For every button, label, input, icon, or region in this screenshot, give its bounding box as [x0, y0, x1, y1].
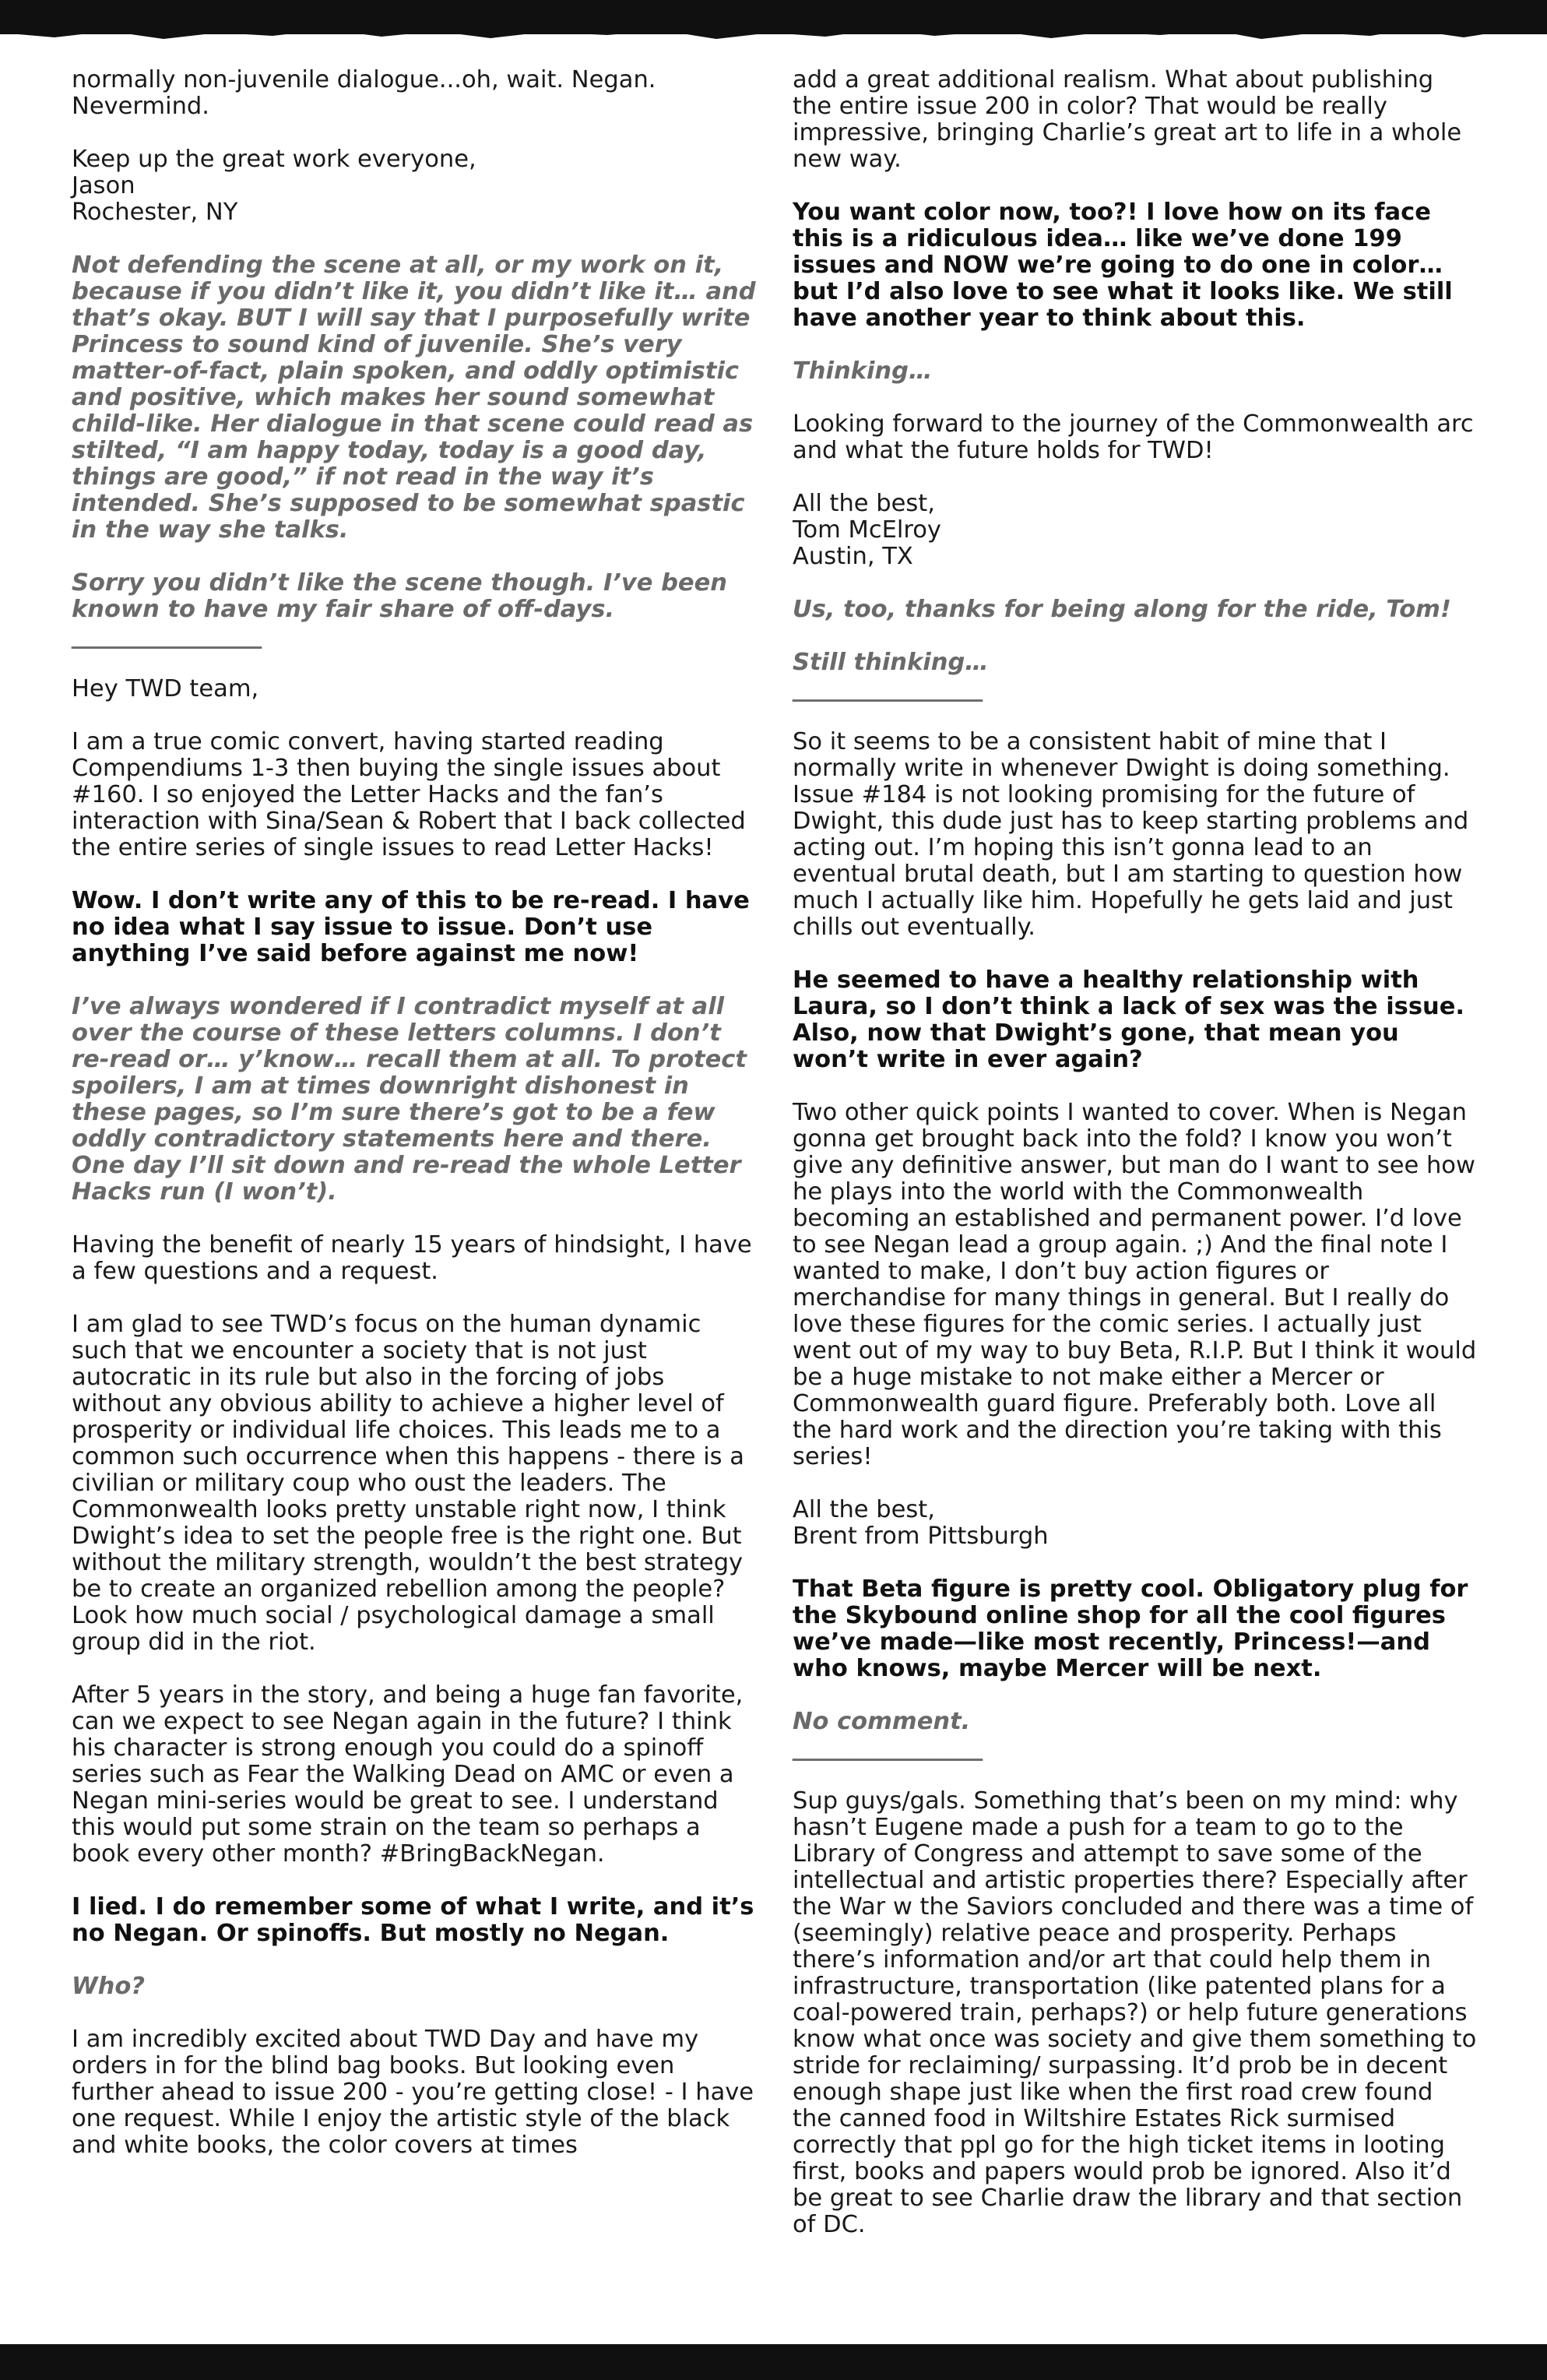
letter-paragraph: Looking forward to the journey of the Commonwealth arc and what the future holds for TWD! — [793, 410, 1474, 464]
bottom-border — [0, 2344, 1547, 2380]
editor-response-bold: That Beta figure is pretty cool. Obligatory plug for the Skybound online shop for all the cool figures we’ve made—like most recently, Princess!—and who knows, maybe Mercer will be next. — [793, 1576, 1468, 1682]
letter-paragraph: add a great additional realism. What about publishing the entire issue 200 in color? That would be really impressive, bringing Charlie’s great art to life in a whole new way. — [793, 66, 1462, 173]
editor-response-bold: He seemed to have a healthy relationship with Laura, so I don’t think a lack of sex was the issue. Also, now that Dwight’s gone, that mean you won’t write in ever again? — [793, 966, 1464, 1073]
editor-response-italic: Thinking… — [793, 357, 933, 385]
editor-response-italic: Us, too, thanks for being along for the ride, Tom! — [793, 596, 1451, 623]
letter-paragraph: Sup guys/gals. Something that’s been on my mind: why hasn’t Eugene made a push for a team to go to the Library of Congress and attempt to save some of the intellectual and artistic properties there? Especially after the War w the Saviors concluded and there was a time of (seemingly) relative peace and prosperity. Perhaps there’s information and/or art that could help them in infrastructure, transportation (like patented plans for a coal-powered train, perhaps?) or help future generations know what once was society and give them something to stride for reclaiming/ surpassing. It’d prob be in decent enough shape just like when the first road crew found the canned food in Wiltshire Estates Rick surmised correctly that ppl go for the high ticket items in looting first, books and papers would prob be ignored. Also it’d be great to see Charlie draw the library and that section of DC. — [793, 1787, 1477, 2238]
editor-response-italic: Sorry you didn’t like the scene though. I’ve been known to have my fair share of off-days. ________________ — [72, 569, 727, 650]
left-column — [72, 67, 757, 2159]
letter-paragraph: I am a true comic convert, having started reading Compendiums 1-3 then buying the single issues about #160. I so enjoyed the Letter Hacks and the fan’s interaction with Sina/Sean & Robert that I back collected the entire series of single issues to read Letter Hacks! — [72, 728, 746, 861]
letter-greeting: Hey TWD team, — [72, 675, 259, 702]
editor-response-italic: Not defending the scene at all, or my work on it, because if you didn’t like it, you didn’t like it… and that’s okay. BUT I will say that I purposefully write Princess to sound kind of juvenile. She’s very matter-of-fact, plain spoken, and oddly optimistic and positive, which makes her sound somewhat child-like. Her dialogue in that scene could read as stilted, “I am happy today, today is a good day, things are good,” if not read in the way it’s intended. She’s supposed to be somewhat spastic in the way she talks. — [72, 252, 756, 544]
bottom-border-rough-edge — [0, 2321, 1547, 2368]
letter-paragraph: I am glad to see TWD’s focus on the human dynamic such that we encounter a society that is not just autocratic in its rule but also in the forcing of jobs without any obvious ability to achieve a higher level of prosperity or individual life choices. This leads me to a common such occurrence when this happens - there is a civilian or military coup who oust the leaders. The Commonwealth looks pretty unstable right now, I think Dwight’s idea to set the people free is the right one. But without the military strength, wouldn’t the best strategy be to create an organized rebellion among the people? Look how much social / psychological damage a small group did in the riot. — [72, 1311, 744, 1656]
top-border-rough-edge — [0, 23, 1547, 70]
top-border — [0, 0, 1547, 34]
letter-paragraph: So it seems to be a consistent habit of mine that I normally write in whenever Dwight is doing something. Issue #184 is not looking promising for the future of Dwight, this dude just has to keep starting problems and acting out. I’m hoping this isn’t gonna lead to an eventual brutal death, but I am starting to question how much I actually like him. Hopefully he gets laid and just chills out eventually. — [793, 728, 1469, 941]
editor-response-italic: Who? — [72, 1973, 146, 2000]
editor-response-bold: You want color now, too?! I love how on its face this is a ridiculous idea… like we’ve done 199 issues and NOW we’re going to do one in color… but I’d also love to see what it looks like. We still have another year to think about this. — [793, 199, 1453, 332]
letter-signature: All the best, Tom McElroy Austin, TX — [793, 490, 941, 570]
editor-response-bold: Wow. I don’t write any of this to be re-read. I have no idea what I say issue to issue. Don’t use anything I’ve said before against me now! — [72, 887, 750, 967]
editor-response-italic: Still thinking… ________________ — [793, 649, 989, 702]
editor-response-bold: I lied. I do remember some of what I write, and it’s no Negan. Or spinoffs. But mostly no Negan. — [72, 1893, 754, 1947]
letter-paragraph: Having the benefit of nearly 15 years of hindsight, I have a few questions and a request. — [72, 1231, 752, 1285]
letter-paragraph: I am incredibly excited about TWD Day and have my orders in for the blind bag books. But looking even further ahead to issue 200 - you’re getting close! - I have one request. While I enjoy the artistic style of the black and white books, the color covers at times — [72, 2026, 754, 2159]
right-column — [793, 67, 1478, 2238]
letter-paragraph: Two other quick points I wanted to cover. When is Negan gonna get brought back into the fold? I know you won’t give any definitive answer, but man do I want to see how he plays into the world with the Commonwealth becoming an established and permanent power. I’d love to see Negan lead a group again. ;) And the final note I wanted to make, I don’t buy action figures or merchandise for many things in general. But I really do love these figures for the comic series. I actually just went out of my way to buy Beta, R.I.P. But I think it would be a huge mistake to not make either a Mercer or Commonwealth guard figure. Preferably both. Love all the hard work and the direction you’re taking with this series! — [793, 1099, 1477, 1470]
editor-response-italic: I’ve always wondered if I contradict myself at all over the course of these letters columns. I don’t re-read or… y’know… recall them at all. To protect spoilers, I am at times downright dishonest in these pages, so I’m sure there’s got to be a few oddly contradictory statements here and there. One day I’ll sit down and re-read the whole Letter Hacks run (I won’t). — [72, 993, 747, 1206]
letter-paragraph: normally non-juvenile dialogue...oh, wait. Negan. Nevermind. — [72, 66, 656, 120]
letter-paragraph: After 5 years in the story, and being a huge fan favorite, can we expect to see Negan again in the future? I think his character is strong enough you could do a spinoff series such as Fear the Walking Dead on AMC or even a Negan mini-series would be great to see. I understand this would put some strain on the team so perhaps a book every other month? #BringBackNegan. — [72, 1681, 744, 1868]
letter-signature: All the best, Brent from Pittsburgh — [793, 1496, 1049, 1550]
letter-signature: Keep up the great work everyone, Jason Rochester, NY — [72, 146, 476, 226]
editor-response-italic: No comment. ________________ — [793, 1708, 983, 1762]
